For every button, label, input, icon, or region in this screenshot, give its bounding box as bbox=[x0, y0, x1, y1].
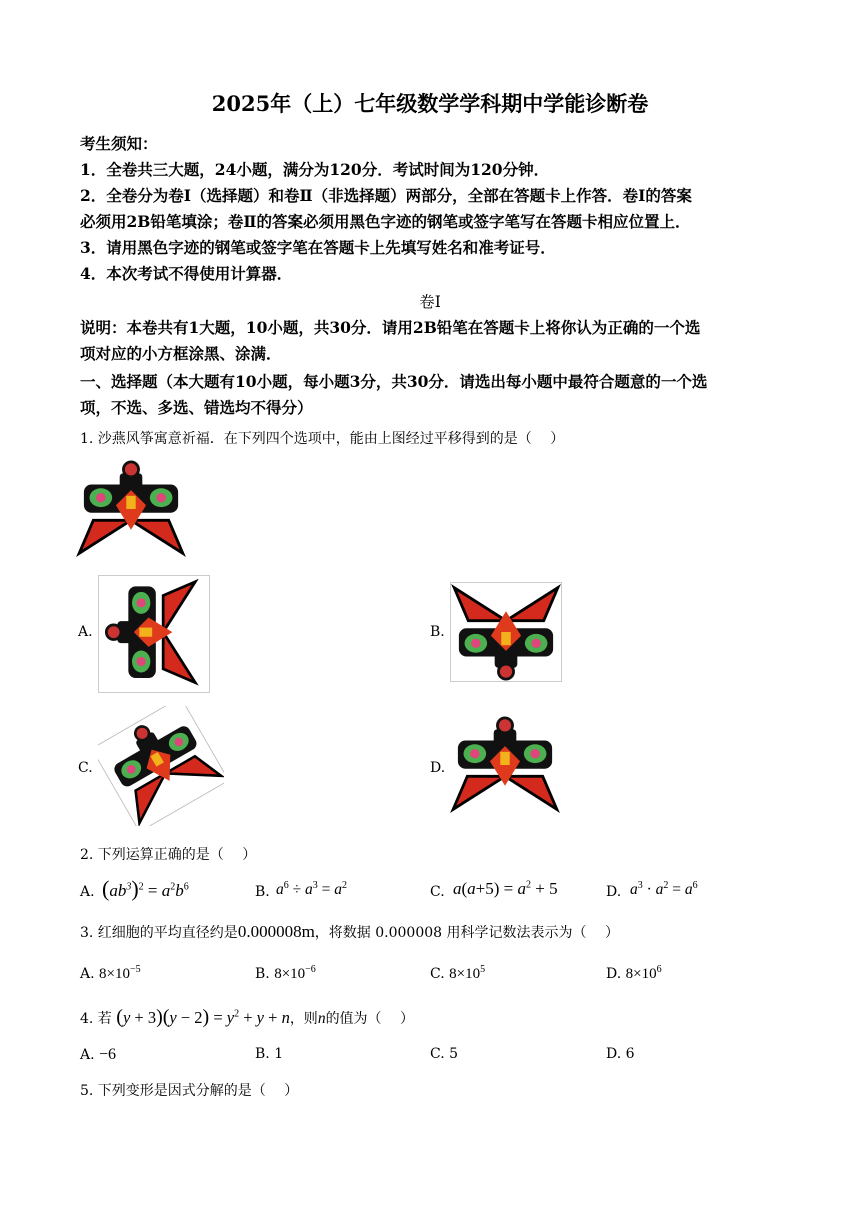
q3-option-b bbox=[255, 964, 316, 983]
q3-option-a-base: 8×10 bbox=[99, 966, 130, 982]
q1-option-d-image[interactable] bbox=[450, 716, 560, 814]
part-title-2: 项，不选、多选、错选均不得分） bbox=[80, 398, 313, 417]
q4-stem-suffix: ，则 bbox=[289, 1011, 318, 1027]
q2-option-b-expr: $a^6 \div a^3 = a^2$ bbox=[276, 880, 348, 899]
q4-stem-prefix: 4. 若 bbox=[80, 1011, 112, 1027]
q4-option-d: D. 6 bbox=[606, 1046, 635, 1062]
question-4-stem bbox=[80, 1006, 414, 1029]
q3-option-c-base: 8×10 bbox=[449, 966, 481, 982]
q3-option-a bbox=[80, 964, 141, 983]
q1-option-c-image[interactable] bbox=[98, 706, 224, 826]
q3-option-d bbox=[606, 964, 662, 983]
q1-option-c-label: C. bbox=[78, 760, 93, 776]
notice-item-1: 1．全卷共三大题，24小题，满分为120分．考试时间为120分钟． bbox=[80, 160, 550, 179]
q1-option-b-label: B. bbox=[430, 624, 445, 640]
page-title: 2025年（上）七年级数学学科期中学能诊断卷 bbox=[211, 91, 649, 116]
notice-item-4: 4．本次考试不得使用计算器． bbox=[80, 264, 293, 283]
question-5-stem: 5. 下列变形是因式分解的是（ ） bbox=[80, 1083, 299, 1099]
section-desc-1: 说明：本卷共有1大题，10小题，共30分．请用2B铅笔在答题卡上将你认为正确的一个选 bbox=[80, 318, 701, 337]
q4-equation: $(y + 3)(y - 2) = y^2 + y + n$ bbox=[116, 1006, 290, 1028]
kite-original-image bbox=[76, 460, 186, 558]
notice-item-3: 3．请用黑色字迹的钢笔或签字笔在答题卡上先填写姓名和准考证号． bbox=[80, 238, 556, 257]
q3-option-c bbox=[430, 964, 485, 983]
q2-option-c-label: C. bbox=[430, 884, 445, 900]
q3-option-c-exp: 5 bbox=[480, 964, 486, 975]
q2-option-a-label: A. bbox=[80, 884, 95, 900]
section-desc-2: 项对应的小方框涂黑、涂满． bbox=[80, 344, 282, 363]
q2-option-a-expr: $(ab^3)^2 = a^2b^6$ bbox=[102, 876, 189, 901]
q4-stem-var: n bbox=[317, 1010, 326, 1027]
q3-option-b-base: 8×10 bbox=[274, 966, 306, 982]
q3-option-c-label: C. bbox=[430, 966, 445, 982]
q2-option-b-label: B. bbox=[255, 884, 270, 900]
q3-stem-prefix: 3. 红细胞的平均直径约是 bbox=[80, 925, 238, 941]
q4-option-b: B. 1 bbox=[255, 1046, 284, 1062]
q1-option-a-label: A. bbox=[78, 624, 93, 640]
q3-stem-value: 0.000008m bbox=[237, 922, 315, 941]
q4-option-a bbox=[80, 1046, 116, 1064]
notice-item-2-cont: 必须用2B铅笔填涂；卷Ⅱ的答案必须用黑色字迹的钢笔或签字笔写在答题卡相应位置上． bbox=[80, 212, 691, 231]
q3-option-d-label: D. bbox=[606, 966, 622, 982]
q4-option-c: C. 5 bbox=[430, 1046, 459, 1062]
q2-option-d-label: D. bbox=[606, 884, 622, 900]
q3-option-d-base: 8×10 bbox=[625, 966, 657, 982]
question-1-stem: 1. 沙燕风筝寓意祈福．在下列四个选项中，能由上图经过平移得到的是（ ） bbox=[80, 431, 565, 447]
q3-option-a-label: A. bbox=[80, 966, 95, 982]
q1-option-b-image[interactable] bbox=[450, 582, 562, 682]
part-title-1: 一、选择题（本大题有10小题，每小题3分，共30分．请选出每小题中最符合题意的一个选 bbox=[80, 372, 708, 391]
q3-option-d-exp: 6 bbox=[656, 964, 662, 975]
q3-stem-suffix: ，将数据 0.000008 用科学记数法表示为（ ） bbox=[314, 925, 619, 941]
q4-option-a-value: −6 bbox=[99, 1046, 117, 1063]
q2-option-d-expr: $a^3 \cdot a^2 = a^6$ bbox=[630, 880, 698, 899]
notice-heading: 考生须知： bbox=[80, 134, 158, 153]
q4-stem-end: 的值为（ ） bbox=[325, 1011, 415, 1027]
q3-option-b-label: B. bbox=[255, 966, 270, 982]
q1-option-a-image[interactable] bbox=[98, 575, 210, 693]
question-2-stem: 2. 下列运算正确的是（ ） bbox=[80, 847, 257, 863]
notice-item-2: 2．全卷分为卷Ⅰ（选择题）和卷Ⅱ（非选择题）两部分，全部在答题卡上作答．卷Ⅰ的答案 bbox=[80, 186, 692, 205]
q3-option-b-exp: −6 bbox=[305, 964, 316, 975]
section-heading: 卷Ⅰ bbox=[419, 293, 441, 311]
q1-option-d-label: D. bbox=[430, 760, 446, 776]
q2-option-c-expr: $a(a+5) = a^2 + 5$ bbox=[453, 879, 558, 898]
q3-option-a-exp: −5 bbox=[129, 964, 141, 975]
q4-option-a-label: A. bbox=[80, 1047, 95, 1063]
question-3-stem bbox=[80, 922, 619, 942]
